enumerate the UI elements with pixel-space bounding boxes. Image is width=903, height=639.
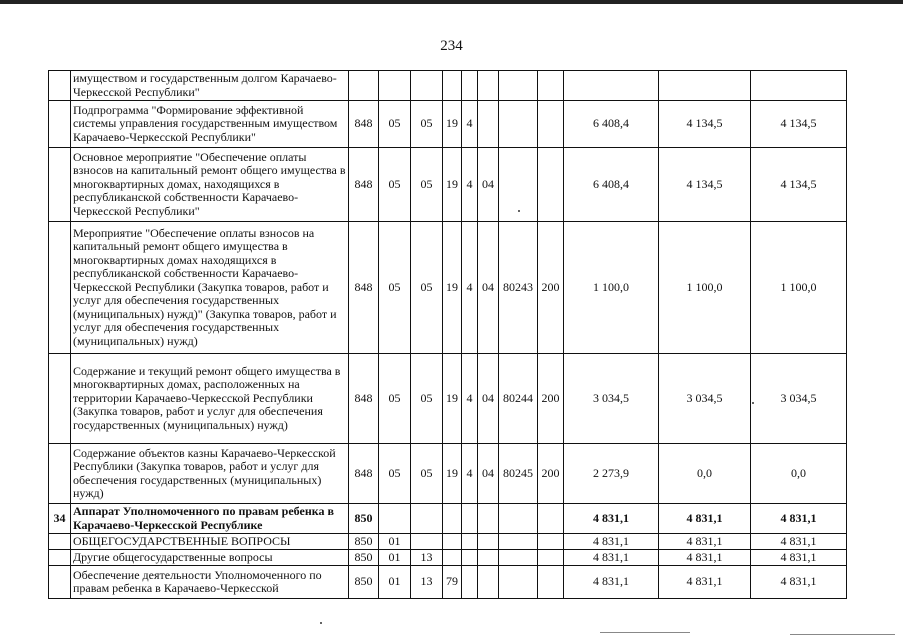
subprogram-code-cell: 4 (462, 444, 478, 504)
subprogram-code-cell: 4 (462, 101, 478, 148)
program-code-cell (443, 550, 462, 566)
expense-type-code-cell (538, 504, 564, 534)
amount-year-1-cell: 2 273,9 (564, 444, 659, 504)
event-code-cell (478, 566, 499, 599)
amount-year-2-cell: 1 100,0 (659, 222, 751, 354)
subsection-code-cell: 05 (411, 101, 443, 148)
program-code-cell: 19 (443, 222, 462, 354)
event-code-cell (478, 550, 499, 566)
program-code-cell: 19 (443, 101, 462, 148)
section-code-cell: 05 (379, 444, 411, 504)
amount-year-2-cell: 4 134,5 (659, 148, 751, 222)
program-code-cell (443, 504, 462, 534)
program-code-cell (443, 534, 462, 550)
expense-type-code-cell: 200 (538, 222, 564, 354)
target-item-code-cell (499, 101, 538, 148)
ministry-code-cell: 848 (349, 444, 379, 504)
amount-year-3-cell: 0,0 (751, 444, 847, 504)
row-number-cell (49, 101, 71, 148)
item-name-cell: Содержание объектов казны Карачаево-Черкесской Республики (Закупка товаров, работ и услуг для обеспечения государственных (муниципальных) нужд) (71, 444, 349, 504)
row-number-cell (49, 71, 71, 101)
expense-type-code-cell (538, 566, 564, 599)
subprogram-code-cell (462, 566, 478, 599)
subprogram-code-cell (462, 71, 478, 101)
program-code-cell: 19 (443, 148, 462, 222)
expense-type-code-cell (538, 101, 564, 148)
amount-year-2-cell: 4 831,1 (659, 504, 751, 534)
program-code-cell: 19 (443, 444, 462, 504)
item-name-cell: Подпрограмма "Формирование эффективной системы управления государственным имуществом Карачаево-Черкесской Республики" (71, 101, 349, 148)
section-code-cell: 01 (379, 550, 411, 566)
expense-type-code-cell (538, 550, 564, 566)
program-code-cell: 19 (443, 354, 462, 444)
row-number-cell (49, 354, 71, 444)
amount-year-3-cell: 4 831,1 (751, 504, 847, 534)
row-number-cell (49, 566, 71, 599)
table-row (49, 534, 847, 550)
subsection-code-cell: 13 (411, 550, 443, 566)
amount-year-2-cell: 4 134,5 (659, 101, 751, 148)
event-code-cell (478, 504, 499, 534)
ministry-code-cell (349, 71, 379, 101)
table-row (49, 148, 847, 222)
event-code-cell (478, 101, 499, 148)
row-number-cell (49, 222, 71, 354)
event-code-cell: 04 (478, 354, 499, 444)
item-name-cell: ОБЩЕГОСУДАРСТВЕННЫЕ ВОПРОСЫ (71, 534, 349, 550)
scan-artifact-line (600, 632, 690, 633)
amount-year-2-cell: 0,0 (659, 444, 751, 504)
target-item-code-cell: 80245 (499, 444, 538, 504)
subsection-code-cell (411, 71, 443, 101)
subsection-code-cell (411, 504, 443, 534)
amount-year-2-cell: 4 831,1 (659, 550, 751, 566)
section-code-cell: 01 (379, 534, 411, 550)
table-row (49, 354, 847, 444)
amount-year-1-cell: 6 408,4 (564, 101, 659, 148)
table-row (49, 444, 847, 504)
budget-table (48, 70, 847, 599)
target-item-code-cell: 80244 (499, 354, 538, 444)
item-name-cell: Основное мероприятие "Обеспечение оплаты взносов на капитальный ремонт общего имущества в многоквартирных домах, находящихся в республиканской собственности Карачаево-Черкесской Республики" (71, 148, 349, 222)
amount-year-1-cell: 3 034,5 (564, 354, 659, 444)
item-name-cell: Аппарат Уполномоченного по правам ребенка в Карачаево-Черкесской Республике (71, 504, 349, 534)
ministry-code-cell: 850 (349, 534, 379, 550)
row-number-cell (49, 534, 71, 550)
section-code-cell: 05 (379, 354, 411, 444)
amount-year-1-cell: 4 831,1 (564, 504, 659, 534)
amount-year-3-cell: 4 831,1 (751, 550, 847, 566)
item-name-cell: Обеспечение деятельности Уполномоченного по правам ребенка в Карачаево-Черкесской (71, 566, 349, 599)
row-number-cell (49, 444, 71, 504)
item-name-cell: имуществом и государственным долгом Карачаево-Черкесской Республики" (71, 71, 349, 101)
ministry-code-cell: 848 (349, 148, 379, 222)
subprogram-code-cell (462, 504, 478, 534)
amount-year-1-cell: 4 831,1 (564, 534, 659, 550)
amount-year-2-cell: 3 034,5 (659, 354, 751, 444)
subsection-code-cell: 05 (411, 444, 443, 504)
subprogram-code-cell: 4 (462, 222, 478, 354)
top-border-rule (0, 0, 903, 4)
table-row (49, 222, 847, 354)
subsection-code-cell: 05 (411, 148, 443, 222)
row-number-cell (49, 148, 71, 222)
event-code-cell: 04 (478, 222, 499, 354)
subsection-code-cell: 05 (411, 354, 443, 444)
subprogram-code-cell (462, 550, 478, 566)
subprogram-code-cell (462, 534, 478, 550)
event-code-cell (478, 534, 499, 550)
section-code-cell (379, 504, 411, 534)
subsection-code-cell: 13 (411, 566, 443, 599)
table-row (49, 71, 847, 101)
target-item-code-cell (499, 71, 538, 101)
program-code-cell (443, 71, 462, 101)
amount-year-3-cell: 4 134,5 (751, 148, 847, 222)
amount-year-3-cell: 1 100,0 (751, 222, 847, 354)
table-row (49, 504, 847, 534)
ministry-code-cell: 848 (349, 354, 379, 444)
item-name-cell: Мероприятие "Обеспечение оплаты взносов на капитальный ремонт общего имущества в многоквартирных домах находящихся в республиканской собственности Карачаево-Черкесской Республики (Закупка товаров, работ и услуг для обеспечения государственных (муниципальных) нужд)" (Закупка товаров, работ и услуг для обеспечения государственных (муниципальных) нужд) (71, 222, 349, 354)
item-name-cell: Другие общегосударственные вопросы (71, 550, 349, 566)
expense-type-code-cell (538, 71, 564, 101)
amount-year-3-cell: 4 831,1 (751, 534, 847, 550)
target-item-code-cell (499, 566, 538, 599)
amount-year-1-cell: 4 831,1 (564, 550, 659, 566)
expense-type-code-cell: 200 (538, 354, 564, 444)
target-item-code-cell (499, 504, 538, 534)
amount-year-1-cell (564, 71, 659, 101)
target-item-code-cell (499, 534, 538, 550)
event-code-cell (478, 71, 499, 101)
event-code-cell: 04 (478, 444, 499, 504)
amount-year-2-cell: 4 831,1 (659, 566, 751, 599)
section-code-cell (379, 71, 411, 101)
target-item-code-cell (499, 550, 538, 566)
amount-year-2-cell: 4 831,1 (659, 534, 751, 550)
scan-artifact-line (790, 634, 895, 635)
ministry-code-cell: 848 (349, 222, 379, 354)
row-number-cell: 34 (49, 504, 71, 534)
ministry-code-cell: 848 (349, 101, 379, 148)
expense-type-code-cell: 200 (538, 444, 564, 504)
section-code-cell: 05 (379, 148, 411, 222)
item-name-cell: Содержание и текущий ремонт общего имущества в многоквартирных домах, расположенных на территории Карачаево-Черкесской Республики (Закупка товаров, работ и услуг для обеспечения государственных (муниципальных) нужд) (71, 354, 349, 444)
table-row (49, 566, 847, 599)
amount-year-1-cell: 6 408,4 (564, 148, 659, 222)
subprogram-code-cell: 4 (462, 354, 478, 444)
row-number-cell (49, 550, 71, 566)
amount-year-1-cell: 1 100,0 (564, 222, 659, 354)
section-code-cell: 05 (379, 222, 411, 354)
scan-artifact-dot (320, 622, 322, 624)
amount-year-2-cell (659, 71, 751, 101)
amount-year-3-cell: 4 134,5 (751, 101, 847, 148)
target-item-code-cell: 80243 (499, 222, 538, 354)
ministry-code-cell: 850 (349, 504, 379, 534)
scan-artifact-dot (752, 402, 754, 404)
section-code-cell: 05 (379, 101, 411, 148)
subprogram-code-cell: 4 (462, 148, 478, 222)
amount-year-3-cell: 3 034,5 (751, 354, 847, 444)
amount-year-1-cell: 4 831,1 (564, 566, 659, 599)
amount-year-3-cell (751, 71, 847, 101)
event-code-cell: 04 (478, 148, 499, 222)
ministry-code-cell: 850 (349, 566, 379, 599)
subsection-code-cell (411, 534, 443, 550)
scan-artifact-dot (518, 210, 520, 212)
page-number: 234 (440, 38, 463, 54)
ministry-code-cell: 850 (349, 550, 379, 566)
expense-type-code-cell (538, 148, 564, 222)
program-code-cell: 79 (443, 566, 462, 599)
expense-type-code-cell (538, 534, 564, 550)
subsection-code-cell: 05 (411, 222, 443, 354)
amount-year-3-cell: 4 831,1 (751, 566, 847, 599)
section-code-cell: 01 (379, 566, 411, 599)
table-row (49, 101, 847, 148)
table-row (49, 550, 847, 566)
